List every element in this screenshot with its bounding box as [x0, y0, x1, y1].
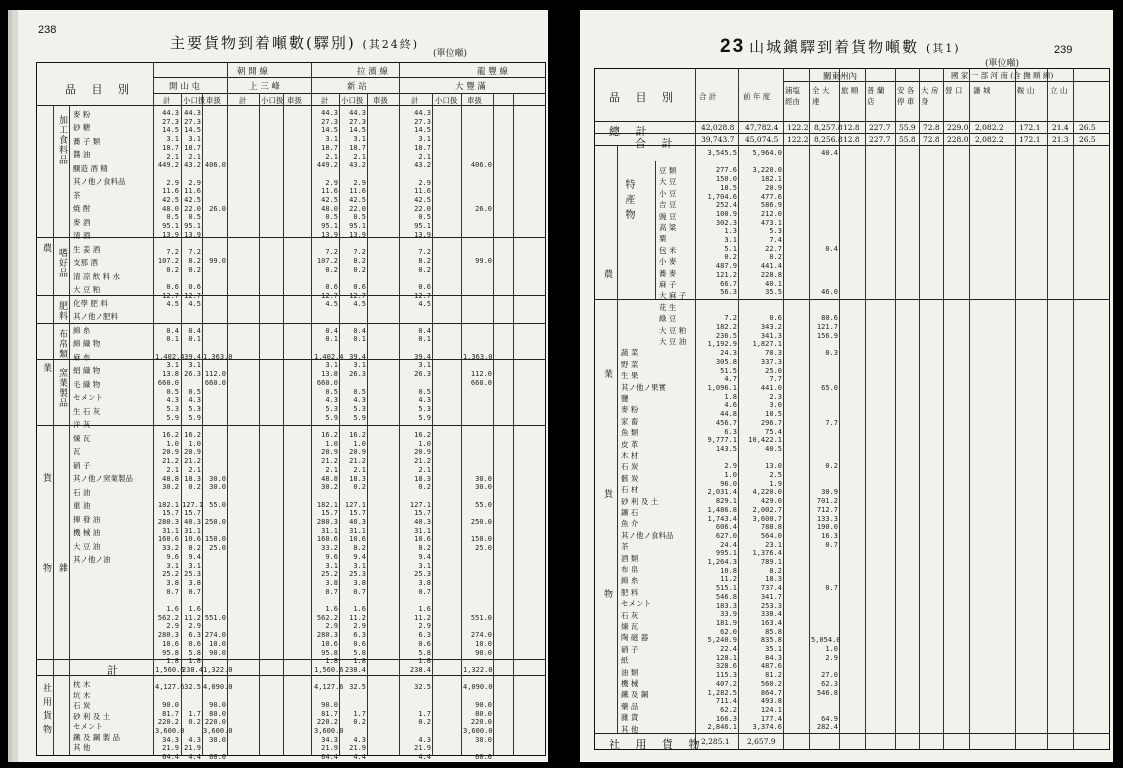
- item-label: 小 麥: [659, 257, 677, 267]
- total-value: 42,028.8: [701, 123, 735, 132]
- item-label: 化學 肥 料: [73, 298, 108, 308]
- page-number: 239: [1054, 44, 1073, 56]
- subgroup-label: 肥料: [57, 301, 67, 321]
- station-header-2: 上 三 峰: [249, 82, 280, 92]
- item-label: 木 材: [621, 451, 639, 460]
- totals-label: 計: [107, 664, 124, 677]
- sub-header: 計: [239, 96, 247, 105]
- sum-value: 39,743.7: [701, 135, 735, 144]
- unit-label: (單位噸): [433, 49, 468, 59]
- item-label: 大 豆 粕: [659, 325, 687, 335]
- column-header: 普 蘭 店: [867, 86, 885, 106]
- item-label: 大 豆 粕: [73, 285, 101, 295]
- station-header-3: 新 站: [347, 82, 367, 92]
- footer-item-label: 鐵 及 鋼 製 品: [73, 732, 121, 742]
- item-label: 豆 類: [659, 166, 677, 175]
- item-label: 石 油: [73, 487, 91, 497]
- sub-header: 車扱: [287, 96, 302, 105]
- unit-label: (單位噸): [985, 59, 1020, 69]
- item-label: 其ノ他ノ肥料: [73, 312, 118, 322]
- title-text: 山城鎭驛到着貨物噸數: [749, 38, 920, 56]
- item-label: 野 菜: [621, 359, 639, 369]
- item-label: 清 酒: [73, 231, 91, 241]
- item-label: 砂 糖: [73, 123, 91, 133]
- item-label: 綿 糸: [73, 325, 91, 335]
- item-label: 大 豆 油: [659, 337, 687, 346]
- item-label: 肥 料: [621, 587, 639, 597]
- data-table-left: [36, 62, 546, 762]
- region-header-1: 關東州內: [823, 72, 858, 82]
- item-label: 支那 酒: [73, 258, 98, 268]
- item-label: 雜 貨: [621, 713, 639, 723]
- title-subtitle: (其24終): [362, 38, 420, 51]
- group-label: 農: [41, 243, 51, 253]
- sub-header: 計: [411, 96, 419, 105]
- total-value: 229.0: [947, 123, 969, 132]
- footer-item-label: 枕 木: [73, 680, 91, 689]
- sum-value: 227.7: [869, 135, 891, 144]
- sum-value: 8,256.8: [814, 135, 843, 144]
- region-header-2: 國 家 一 部 河 南 (含 撫 順 線): [951, 71, 1054, 80]
- item-label: 焼 酎: [73, 204, 91, 214]
- item-label: 麥 粉: [621, 405, 639, 415]
- sub-header: 小口扱: [435, 96, 458, 105]
- line-header-3: 龍 豐 線: [477, 67, 508, 77]
- column-header: 前 年 度: [743, 92, 771, 101]
- page-title: [720, 36, 961, 58]
- total-value: 227.7: [869, 123, 891, 132]
- item-label: 蔬 菜: [621, 348, 639, 358]
- column-header: 合 計: [699, 92, 717, 101]
- total-value: 12.8: [843, 123, 860, 132]
- subgroup-label: 雜: [57, 563, 67, 573]
- item-label: 小 豆: [659, 188, 677, 198]
- total-value: 172.1: [1019, 123, 1041, 132]
- group-label: 農: [602, 269, 612, 279]
- subgroup-label: 布帛類: [57, 329, 67, 359]
- item-label: 綠 豆: [659, 314, 677, 324]
- item-label: 魚 類: [621, 428, 639, 438]
- item-label: 吉 豆: [659, 200, 677, 210]
- column-header: 旅 順: [841, 86, 859, 95]
- subgroup-label: 嗜好品: [57, 248, 67, 278]
- page-number: 238: [38, 24, 57, 36]
- item-label: 高 粱: [659, 223, 677, 232]
- footer-item-label: セメント: [73, 722, 103, 731]
- item-label: 包 米: [659, 245, 677, 255]
- sub-header: 車扱: [373, 96, 388, 105]
- column-values: 44.3 27.3 14.5 3.1 18.7 2.1 43.2 2.9 11.6 42.5 22.0 0.5 95.1 13.9 7.2 8.2 0.2 0.6 12.7 4.5 0.4 0.1 39.4 3.1 26.3 0.5 4.3 5.3 5.9 16.2 1.0 20.9 21.2 2.1 18.3 0.2 127.1 15.7 40.3 31.1 10.6 8.2 9.4 3.1 25.3 3.8 0.7 1.6 11.2 2.9 6.3 0.6 5.8 1.8 238.4 32.5 1.7 0.2 4.3 21.9 4.4: [344, 109, 366, 762]
- title-subtitle: (其1): [925, 42, 961, 55]
- station-header-4: 大 豐 滿: [455, 82, 486, 92]
- item-label: 硝 子: [73, 460, 91, 470]
- item-label: 蕎 麥: [659, 268, 677, 278]
- sum-value: 45,074.5: [745, 135, 779, 144]
- chapter-number: 23: [720, 36, 746, 57]
- sum-value: 2,082.2: [975, 135, 1004, 144]
- sum-value: 26.5: [1079, 135, 1096, 144]
- footer-value: 2,285.1: [701, 737, 730, 746]
- total-value: 21.4: [1052, 123, 1069, 132]
- item-label: 其ノ他ノ窯業製品: [73, 474, 133, 484]
- item-label: 硝 子: [621, 644, 639, 654]
- item-label: 藥 品: [621, 701, 639, 711]
- item-label: 機 械: [621, 679, 639, 688]
- item-label: 其ノ他ノ果實: [621, 382, 666, 392]
- data-table-right: [594, 68, 1110, 750]
- sum-value: 72.8: [923, 135, 940, 144]
- column-values: 406.0 26.0 99.0 1,363.0 112.0 660.0 30.0 30.0 55.0 250.0 150.0 25.0 551.0 274.0 10.0 90.0 1,322.0 4,090.0 90.0 80.0 220.0 3,600.0 30.0 60.0: [203, 161, 233, 762]
- column-header: 浦塩 經由: [785, 86, 800, 106]
- item-label: 麻 布: [73, 352, 91, 362]
- total-row-label: 總 計: [609, 125, 653, 138]
- item-label: 皮 革: [621, 439, 639, 449]
- item-label: 魚 介: [621, 519, 639, 529]
- column-values: 44.3 27.3 14.5 3.1 18.7 2.1 449.2 2.9 11.6 42.5 48.0 0.5 95.1 13.9 7.2 107.2 0.2 0.6 12.7 4.5 0.4 0.1 1,402.4 3.1 13.8 660.0 0.5 4.3 5.3 5.9 16.2 1.0 20.9 21.2 2.1 48.8 30.2 182.1 15.7 280.3 31.1 160.6 33.2 9.6 3.1 25.2 3.8 0.7 1.6 562.2 2.9 280.3 10.6 95.8 1.8 1,560.6 4,127.6 90.0 81.7 220.2 3,600.0 34.3 21.9 64.4: [155, 109, 185, 762]
- item-label: 麥 粉: [73, 110, 91, 119]
- sub-header: 車扱: [206, 96, 221, 105]
- group-label: 社 用 貨 物: [41, 683, 51, 735]
- sub-header: 小口扱: [341, 96, 364, 105]
- page-title: [170, 32, 419, 53]
- total-value: 26.5: [1079, 123, 1096, 132]
- left-page: [18, 10, 548, 762]
- item-label: 毛 織 物: [73, 379, 101, 389]
- item-label: 茶: [621, 542, 629, 552]
- sum-value: 21.3: [1052, 135, 1069, 144]
- right-page: [580, 10, 1113, 762]
- column-values: 406.0 26.0 99.0 1,363.0 112.0 660.0 30.0 30.0 55.0 250.0 150.0 25.0 551.0 274.0 10.0 90.0 1,322.0 4,090.0 90.0 80.0 220.0 3,600.0 30.0 60.0: [463, 161, 493, 762]
- item-label: 豌 豆: [659, 211, 677, 221]
- item-label: 石 材: [621, 485, 639, 495]
- subgroup-label: 特 產 物: [623, 179, 634, 221]
- sub-header: 計: [163, 96, 171, 105]
- sum-value: 55.8: [899, 135, 916, 144]
- item-label: 麻 子: [659, 280, 677, 289]
- column-values: 44.3 27.3 14.5 3.1 18.7 2.1 449.2 2.9 11.6 42.5 48.0 0.5 95.1 13.9 7.2 107.2 0.2 0.6 12.7 4.5 0.4 0.1 1,402.4 3.1 13.8 660.0 0.5 4.3 5.3 5.9 16.2 1.0 20.9 21.2 2.1 48.8 30.2 182.1 15.7 280.3 31.1 160.6 33.2 9.6 3.1 25.2 3.8 0.7 1.6 562.2 2.9 280.3 10.6 95.8 1.8 1,560.6 4,127.6 90.0 81.7 220.2 3,600.0 34.3 21.9 64.4: [314, 109, 344, 762]
- sum-value: 122.2: [787, 135, 809, 144]
- subgroup-label: 窯業製品: [57, 368, 67, 408]
- item-label: 醬 油: [73, 150, 91, 160]
- total-value: 47,782.4: [745, 123, 779, 132]
- sub-header: 計: [321, 96, 329, 105]
- total-value: 2,082.2: [975, 123, 1004, 132]
- total-value: 55.9: [899, 123, 916, 132]
- item-label: 清 凉 飲 料 水: [73, 271, 121, 281]
- item-label: 煉 瓦: [73, 433, 91, 443]
- sub-header: 小口扱: [261, 96, 284, 105]
- item-label: 揮 發 油: [73, 514, 101, 524]
- item-label: 生 姜 酒: [73, 244, 101, 254]
- item-label: 石 炭: [621, 462, 639, 472]
- column-header: 立 山: [1050, 86, 1068, 95]
- item-label: 大 豆 油: [73, 541, 101, 551]
- footer-label: 社 用 貨 物: [609, 738, 706, 751]
- item-label: 砂 利 及 土: [621, 496, 659, 506]
- item-label: 機 械 油: [73, 528, 101, 538]
- item-label: 陶 磁 器: [621, 633, 649, 643]
- row-header: 品 目 別: [609, 91, 679, 104]
- footer-item-label: 坑 木: [73, 690, 91, 700]
- item-label: 花 生: [659, 302, 677, 312]
- item-label: 蕎 子 類: [73, 136, 101, 146]
- item-label: 綿 織 物: [73, 339, 101, 349]
- item-label: 大 麻 子: [659, 291, 687, 301]
- item-label: 鐵 及 鋼: [621, 690, 649, 700]
- sum-value: 172.1: [1019, 135, 1041, 144]
- item-label: 其ノ他ノ食料品: [621, 530, 674, 540]
- item-label: 生 石 灰: [73, 406, 101, 416]
- subgroup-label: 加工食料品: [57, 115, 67, 165]
- row-header: 品 目 別: [65, 83, 135, 96]
- sum-value: 228.0: [947, 135, 969, 144]
- group-label: 貨: [41, 473, 51, 483]
- item-label: 其ノ他ノ食料品: [73, 177, 126, 187]
- total-value: 8,257.8: [814, 123, 843, 132]
- footer-value: 2,657.9: [747, 737, 776, 746]
- item-label: 其 他: [621, 724, 639, 734]
- sub-header: 小口扱: [183, 96, 206, 105]
- title-text: 主要貨物到着噸數(驛別): [170, 34, 356, 52]
- column-header: 大 房 身: [921, 86, 939, 106]
- group-label: 物: [602, 589, 612, 599]
- line-header-1: 朝 開 線: [237, 67, 268, 77]
- item-label: 瓦: [73, 447, 81, 457]
- item-label: 大 豆: [659, 177, 677, 187]
- item-label: 綿 糸: [621, 576, 639, 586]
- item-label: 家 畜: [621, 416, 639, 426]
- item-label: 生 果: [621, 371, 639, 381]
- column-header: 營 口: [945, 86, 963, 95]
- column-header: 全 大 連: [812, 86, 830, 106]
- item-label: 煉 瓦: [621, 622, 639, 631]
- item-label: 石 灰: [621, 610, 639, 620]
- item-label: 其ノ他ノ油: [73, 555, 111, 564]
- item-label: 粟: [659, 234, 667, 244]
- item-label: 絹 織 物: [73, 366, 101, 376]
- item-label: 醸造 酒 精: [73, 163, 108, 173]
- line-header-2: 拉 濱 線: [357, 67, 388, 77]
- item-label: 洋 灰: [73, 420, 91, 430]
- item-label: 重 油: [73, 501, 91, 511]
- column-values: 3,545.5 277.6 150.0 18.5 1,704.6 252.4 100.9 302.3 1.3 3.1 5.1 0.2 487.9 121.2 66.7 56.3 7.2 182.2 236.5 1,192.9 24.3 305.8 51.5 4.7 1,096.1 1.8 4.6 44.8 456.7 6.3 9,777.1 143.5 2.9 1.0 96.0 2,031.4 829.1 1,486.8 1,743.4 606.4 627.0 24.4 995.1 1,264.3 10.8 11.2 515.1 546.8 183.3 33.9 181.9 62.0 5,240.9 22.4 128.1 328.6 115.3 407.2 1,282.5 711.4 62.2 166.3 2,846.1: [707, 149, 737, 732]
- item-label: セメント: [73, 393, 103, 403]
- sum-row-label: 合 計: [635, 137, 679, 150]
- group-label: 業: [602, 369, 612, 379]
- column-header: 安 各 停 車: [897, 86, 915, 106]
- column-values: 44.3 27.3 14.5 3.1 18.7 2.1 43.2 2.9 11.6 42.5 22.0 0.5 95.1 13.9 7.2 8.2 0.2 0.6 12.7 4.5 0.4 0.1 39.4 3.1 26.3 0.5 4.3 5.3 5.9 16.2 1.0 20.9 21.2 2.1 18.3 0.2 127.1 15.7 40.3 31.1 10.6 8.2 9.4 3.1 25.3 3.8 0.7 1.6 11.2 2.9 6.3 0.6 5.8 1.8 238.4 32.5 1.7 0.2 4.3 21.9 4.4: [409, 109, 431, 762]
- item-label: 酒 類: [621, 553, 639, 563]
- column-header: 瀋 城: [973, 86, 991, 95]
- group-label: 業: [41, 363, 51, 373]
- item-label: 麥 酒: [73, 217, 91, 227]
- item-label: 茶: [73, 190, 81, 200]
- footer-item-label: 其 他: [73, 743, 91, 752]
- item-label: 布 帛: [621, 565, 639, 574]
- column-values: 5,964.0 3,220.0 182.1 20.9 477.6 586.9 212.0 473.1 5.3 7.4 22.7 0.2 441.4 228.8 40.1 35.5 0.6 343.2 341.3 1,827.1 70.3 337.3 25.0 7.7 441.0 2.3 3.0 10.5 296.7 75.4 10,422.1 40.5 13.0 2.5 1.9 4,220.0 429.0 2,002.7 3,600.7 788.8 564.0 23.1 1,376.4 789.1 8.2 18.3 737.4 341.7 253.3 338.4 163.4 85.8 835.8 35.1 84.3 487.6 81.2 560.2 864.7 493.8 124.1 177.4 3,374.6: [748, 149, 782, 732]
- item-label: 骸 炭: [621, 473, 639, 483]
- item-label: 油 類: [621, 667, 639, 677]
- footer-item-label: 石 炭: [73, 701, 91, 710]
- item-label: 鑛 石: [621, 508, 639, 517]
- item-label: セメント: [621, 599, 651, 609]
- column-header: 鞍 山: [1017, 86, 1035, 95]
- station-header-1: 開 山 屯: [169, 82, 200, 92]
- group-label: 貨: [602, 489, 612, 499]
- sum-value: 12.8: [843, 135, 860, 144]
- footer-item-label: 砂 利 及 土: [73, 711, 111, 721]
- total-value: 72.8: [923, 123, 940, 132]
- column-values: 44.3 27.3 14.5 3.1 18.7 2.1 43.2 2.9 11.6 42.5 22.0 0.5 95.1 13.9 7.2 8.2 0.2 0.6 12.7 4.5 0.4 0.1 39.4 3.1 26.3 0.5 4.3 5.3 5.9 16.2 1.0 20.9 21.2 2.1 18.3 0.2 127.1 15.7 40.3 31.1 10.6 8.2 9.4 3.1 25.3 3.8 0.7 1.6 11.2 2.9 6.3 0.6 5.8 1.8 238.4 32.5 1.7 0.2 4.3 21.9 4.4: [182, 109, 204, 762]
- total-value: 122.2: [787, 123, 809, 132]
- column-values: 40.4 0.4 46.0 80.6 121.7 156.9 0.3 65.0 7.7 0.2 30.9 701.2 712.7 133.3 190.0 16.3 0.7 0.7 5,054.0 1.0 2.9 27.0 62.3 546.8 64.9 282.4: [811, 149, 841, 732]
- item-label: 鹽: [621, 394, 629, 403]
- sub-header: 車扱: [467, 96, 482, 105]
- item-label: 紙: [621, 656, 629, 666]
- group-label: 物: [41, 563, 51, 573]
